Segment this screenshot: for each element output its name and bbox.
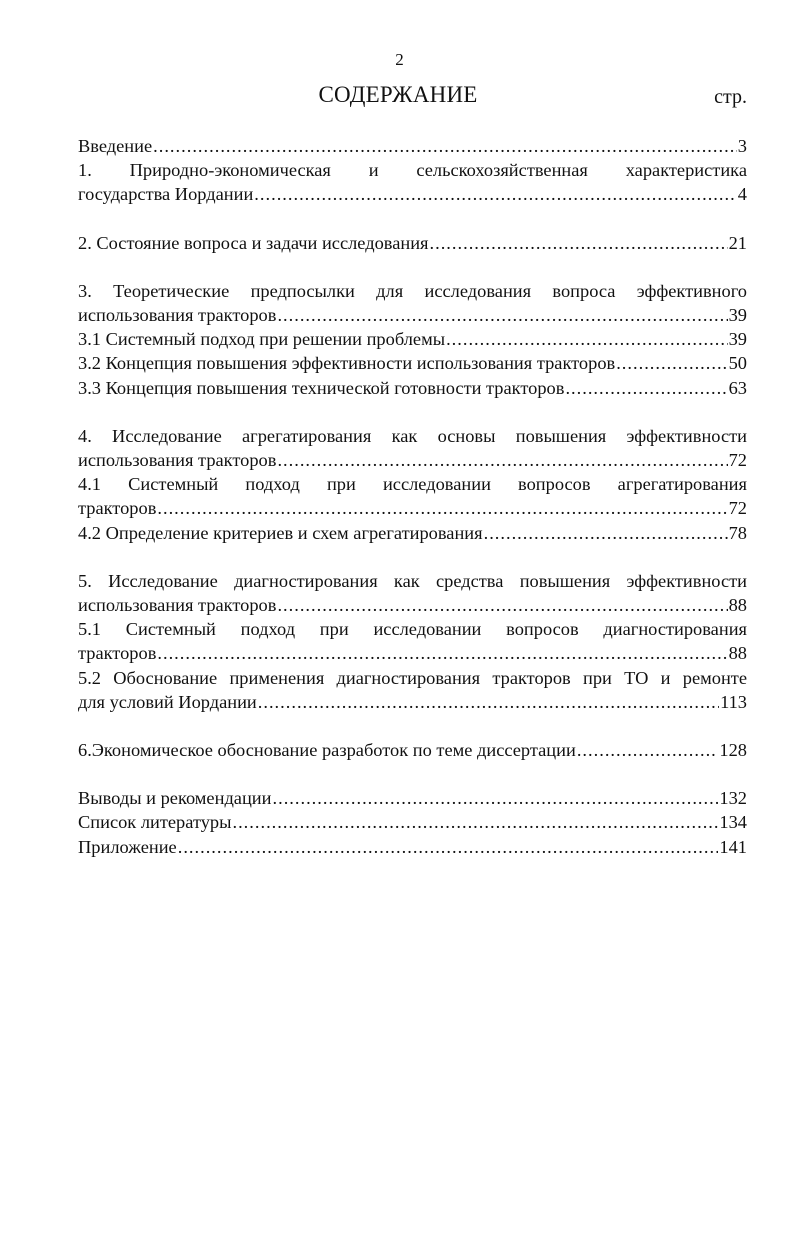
toc-entry-title-continued: тракторов (78, 498, 157, 519)
toc-entry-section-6 (78, 738, 747, 762)
toc-page-number: 50 (728, 353, 747, 374)
toc-page-number: 63 (728, 377, 747, 398)
dot-leader (277, 303, 727, 327)
dot-leader (446, 327, 728, 351)
toc-entry-section-5 (78, 569, 747, 617)
dot-leader (484, 521, 728, 545)
toc-entry-title: 2. Состояние вопроса и задачи исследования (78, 232, 429, 253)
dot-leader (258, 690, 719, 714)
toc-page-number: 4 (737, 184, 747, 205)
toc-entry-title: 3.2 Концепция повышения эффективности использования тракторов (78, 353, 616, 374)
toc-entry-title: 6.Экономическое обоснование разработок по теме диссертации (78, 740, 576, 761)
page-number: 2 (395, 50, 404, 69)
toc-page-number: 72 (728, 450, 747, 471)
dot-leader (273, 786, 719, 810)
toc-page-number: 72 (728, 498, 747, 519)
dot-leader (157, 496, 727, 520)
toc-entry-title-continued: использования тракторов (78, 450, 277, 471)
toc-entry-section-5-2 (78, 666, 747, 714)
toc-entry-title-continued: государства Иордании (78, 184, 254, 205)
toc-entry-title-continued: для условий Иордании (78, 691, 257, 712)
toc-entry-title-continued: тракторов (78, 643, 157, 664)
toc-entry-section-4-1 (78, 472, 747, 520)
toc-entry-intro (78, 134, 747, 158)
dot-leader (254, 182, 737, 206)
toc-entry-references (78, 810, 747, 834)
dot-leader (277, 448, 727, 472)
toc-entry-section-2 (78, 231, 747, 255)
page-column-label: стр. (714, 86, 747, 108)
toc-entry-section-3-1 (78, 327, 747, 351)
toc-entry-title: 3.3 Концепция повышения технической готовности тракторов (78, 377, 565, 398)
toc-entry-title: 4.1 Системный подход при исследовании вопросов агрегатирования (78, 474, 747, 495)
table-of-contents (78, 134, 747, 859)
toc-entry-section-4 (78, 424, 747, 472)
dot-leader (277, 593, 727, 617)
toc-page-number: 3 (737, 136, 747, 156)
toc-entry-title: 4.2 Определение критериев и схем агрегатирования (78, 522, 483, 543)
toc-entry-title: Приложение (78, 836, 177, 857)
toc-page-number: 88 (728, 595, 747, 616)
toc-entry-section-4-2 (78, 521, 747, 545)
toc-page-number: 39 (728, 329, 747, 350)
toc-entry-conclusions (78, 786, 747, 810)
dot-leader (153, 134, 737, 158)
dot-leader (157, 641, 727, 665)
toc-entry-title: 3.1 Системный подход при решении проблемы (78, 329, 446, 350)
toc-entry-section-3-3 (78, 376, 747, 400)
toc-page-number: 78 (728, 522, 747, 543)
dot-leader (565, 376, 727, 400)
toc-page-number: 134 (719, 812, 747, 833)
toc-entry-title-continued: использования тракторов (78, 595, 277, 616)
toc-entry-title: 5. Исследование диагностирования как средства повышения эффективности (78, 570, 747, 591)
toc-entry-appendix (78, 835, 747, 859)
toc-page-number: 132 (719, 788, 747, 809)
toc-page-number: 39 (728, 305, 747, 326)
dot-leader (232, 810, 718, 834)
toc-entry-title: 5.2 Обоснование применения диагностирования тракторов при ТО и ремонте (78, 667, 747, 688)
dot-leader (616, 351, 727, 375)
toc-page-number: 128 (719, 740, 747, 761)
dot-leader (430, 231, 728, 255)
toc-entry-section-3-2 (78, 351, 747, 375)
title-row (78, 82, 747, 114)
dot-leader (178, 835, 719, 859)
toc-entry-title: Список литературы (78, 812, 232, 833)
toc-entry-section-1 (78, 158, 747, 206)
toc-entry-title: 1. Природно-экономическая и сельскохозяйственная характеристика (78, 160, 747, 181)
page-title: СОДЕРЖАНИЕ (318, 82, 478, 107)
toc-entry-title-continued: использования тракторов (78, 305, 277, 326)
toc-page-number: 21 (728, 232, 747, 253)
toc-entry-title: 3. Теоретические предпосылки для исследования вопроса эффективного (78, 280, 747, 301)
toc-entry-title: 5.1 Системный подход при исследовании вопросов диагностирования (78, 619, 747, 640)
toc-page-number: 113 (720, 691, 747, 712)
toc-page-number: 141 (719, 836, 747, 857)
toc-entry-section-3 (78, 279, 747, 327)
toc-entry-title: Выводы и рекомендации (78, 788, 272, 809)
toc-entry-section-5-1 (78, 617, 747, 665)
dot-leader (577, 738, 719, 762)
toc-entry-title: 4. Исследование агрегатирования как основы повышения эффективности (78, 425, 747, 446)
toc-entry-title: Введение (78, 136, 153, 156)
toc-page-number: 88 (728, 643, 747, 664)
